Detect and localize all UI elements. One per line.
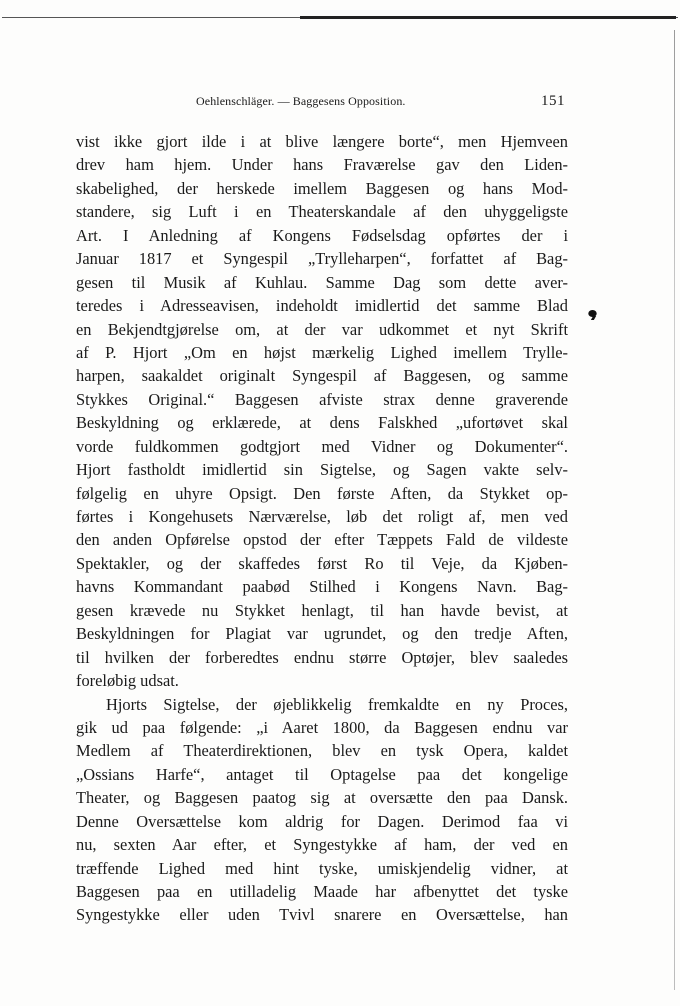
text-line: Medlem af Theaterdirektionen, blev en tysk Opera, kaldet: [76, 741, 568, 761]
text-line: drev ham hjem. Under hans Fraværelse gav den Liden-: [76, 155, 568, 175]
paragraph-last-line: foreløbig udsat.: [76, 671, 179, 691]
text-line: Stykkes Original.“ Baggesen afviste strax denne graverende: [76, 389, 568, 409]
ink-mark-tail: [591, 316, 596, 320]
text-line: standere, sig Luft i en Theaterskandale af den uhyggeligste: [76, 202, 568, 222]
text-line: nu, sexten Aar efter, et Syngestykke af ham, der ved en: [76, 835, 568, 855]
text-line: skabelighed, der herskede imellem Baggesen og hans Mod-: [76, 178, 568, 198]
text-line: gesen krævede nu Stykket henlagt, til han havde bevist, at: [76, 600, 568, 620]
text-line: Hjort fastholdt imidlertid sin Sigtelse, og Sagen vakte selv-: [76, 460, 568, 480]
text-line: den anden Opførelse opstod der efter Tæppets Fald de vildeste: [76, 530, 568, 550]
text-line: vorde fuldkommen godtgjort med Vidner og Dokumenter“.: [76, 436, 568, 456]
page-header: [0, 94, 680, 114]
text-line: Syngestykke eller uden Tvivl snarere en Oversættelse, han: [76, 905, 568, 925]
right-page-edge: [674, 30, 675, 990]
text-line: Baggesen paa en utilladelig Maade har afbenyttet det tyske: [76, 882, 568, 901]
text-line: Art. I Anledning af Kongens Fødselsdag opførtes der i: [76, 225, 568, 245]
text-line: „Ossians Harfe“, antaget til Optagelse paa det kongelige: [76, 764, 568, 784]
text-line: gesen til Musik af Kuhlau. Samme Dag som dette aver-: [76, 272, 568, 292]
paragraph-first-line: Hjorts Sigtelse, der øjeblikkelig fremkaldte en ny Proces,: [106, 694, 568, 714]
text-line: træffende Lighed med hint tyske, umiskjendelig vidner, at: [76, 858, 568, 878]
text-line: Beskyldning og erklærede, at dens Falskhed „ufortøvet skal: [76, 413, 568, 433]
text-line: til hvilken der forberedtes endnu større Optøjer, blev saaledes: [76, 647, 568, 667]
text-line: Theater, og Baggesen paatog sig at oversætte den paa Dansk.: [76, 788, 568, 808]
text-line: Januar 1817 et Syngespil „Trylleharpen“, forfattet af Bag-: [76, 249, 568, 269]
text-line: følgelig en uhyre Opsigt. Den første Aften, da Stykket op-: [76, 483, 568, 503]
text-line: vist ikke gjort ilde i at blive længere borte“, men Hjemveen: [76, 132, 568, 151]
text-line: af P. Hjort „Om en højst mærkelig Lighed imellem Trylle-: [76, 342, 568, 362]
text-line: teredes i Adresseavisen, indeholdt imidlertid det samme Blad: [76, 296, 568, 316]
text-line: Denne Oversættelse kom aldrig for Dagen. Derimod faa vi: [76, 811, 568, 831]
top-edge-shadow: [300, 16, 676, 19]
text-line: harpen, saakaldet originalt Syngespil af Baggesen, og samme: [76, 366, 568, 386]
text-line: en Bekjendtgjørelse om, at der var udkommet et nyt Skrift: [76, 319, 568, 339]
running-head: Oehlenschläger. — Baggesens Opposition.: [196, 94, 406, 108]
text-line: førtes i Kongehusets Nærværelse, løb det roligt af, men ved: [76, 507, 568, 526]
text-line: Spektakler, og der skaffedes først Ro til Veje, da Kjøben-: [76, 553, 568, 573]
text-line: havns Kommandant paabød Stilhed i Kongens Navn. Bag-: [76, 577, 568, 597]
page-number: 151: [541, 93, 565, 109]
text-line: gik ud paa følgende: „i Aaret 1800, da Baggesen endnu var: [76, 717, 568, 737]
text-line: Beskyldningen for Plagiat var ugrundet, og den tredje Aften,: [76, 624, 568, 644]
body-text: [76, 130, 568, 927]
